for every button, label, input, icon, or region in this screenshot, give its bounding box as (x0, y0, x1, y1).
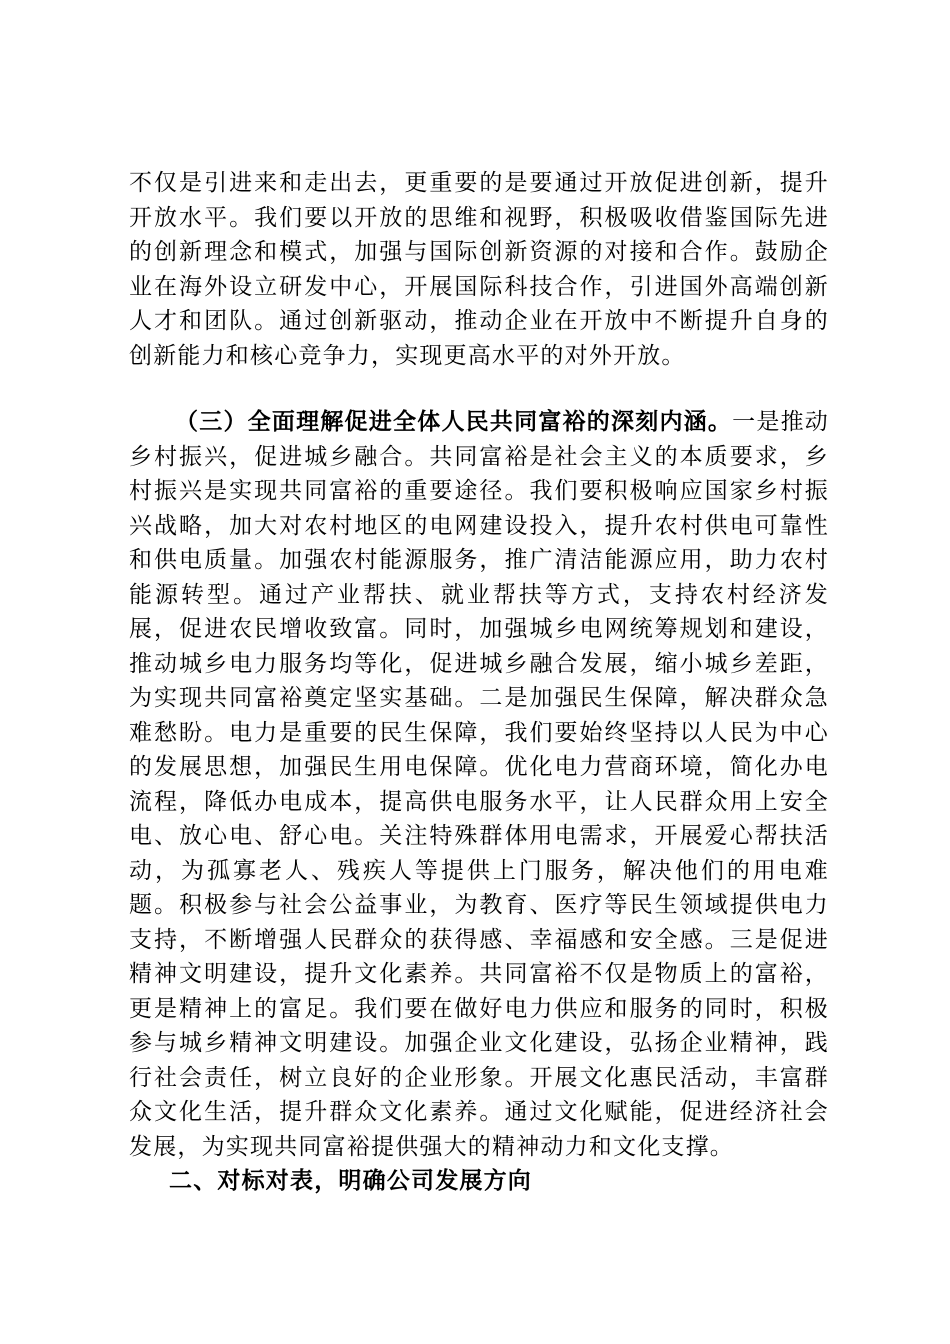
subsection-heading: （三）全面理解促进全体人民共同富裕的深刻内涵。 (175, 408, 733, 435)
body-paragraph-2 (129, 405, 829, 1164)
subsection-body: 一是推动乡村振兴，促进城乡融合。共同富裕是社会主义的本质要求，乡村振兴是实现共同富裕的重要途径。我们要积极响应国家乡村振兴战略，加大对农村地区的电网建设投入，提升农村供电可靠性和供电质量。加强农村能源服务，推广清洁能源应用，助力农村能源转型。通过产业帮扶、就业帮扶等方式，支持农村经济发展，促进农民增收致富。同时，加强城乡电网统筹规划和建设，推动城乡电力服务均等化，促进城乡融合发展，缩小城乡差距，为实现共同富裕奠定坚实基础。二是加强民生保障，解决群众急难愁盼。电力是重要的民生保障，我们要始终坚持以人民为中心的发展思想，加强民生用电保障。优化电力营商环境，简化办电流程，降低办电成本，提高供电服务水平，让人民群众用上安全电、放心电、舒心电。关注特殊群体用电需求，开展爱心帮扶活动，为孤寡老人、残疾人等提供上门服务，解决他们的用电难题。积极参与社会公益事业，为教育、医疗等民生领域提供电力支持，不断增强人民群众的获得感、幸福感和安全感。三是促进精神文明建设，提升文化素养。共同富裕不仅是物质上的富裕，更是精神上的富足。我们要在做好电力供应和服务的同时，积极参与城乡精神文明建设。加强企业文化建设，弘扬企业精神，践行社会责任，树立良好的企业形象。开展文化惠民活动，丰富群众文化生活，提升群众文化素养。通过文化赋能，促进经济社会发展，为实现共同富裕提供强大的精神动力和文化支撑。 (129, 409, 829, 1160)
section-heading: 二、对标对表，明确公司发展方向 (169, 1167, 532, 1194)
body-paragraph-1: 不仅是引进来和走出去，更重要的是要通过开放促进创新，提升开放水平。我们要以开放的思维和视野，积极吸收借鉴国际先进的创新理念和模式，加强与国际创新资源的对接和合作。鼓励企业在海外设立研发中心，开展国际科技合作，引进国外高端创新人才和团队。通过创新驱动，推动企业在开放中不断提升自身的创新能力和核心竞争力，实现更高水平的对外开放。 (129, 170, 829, 369)
document-page (129, 166, 829, 1286)
